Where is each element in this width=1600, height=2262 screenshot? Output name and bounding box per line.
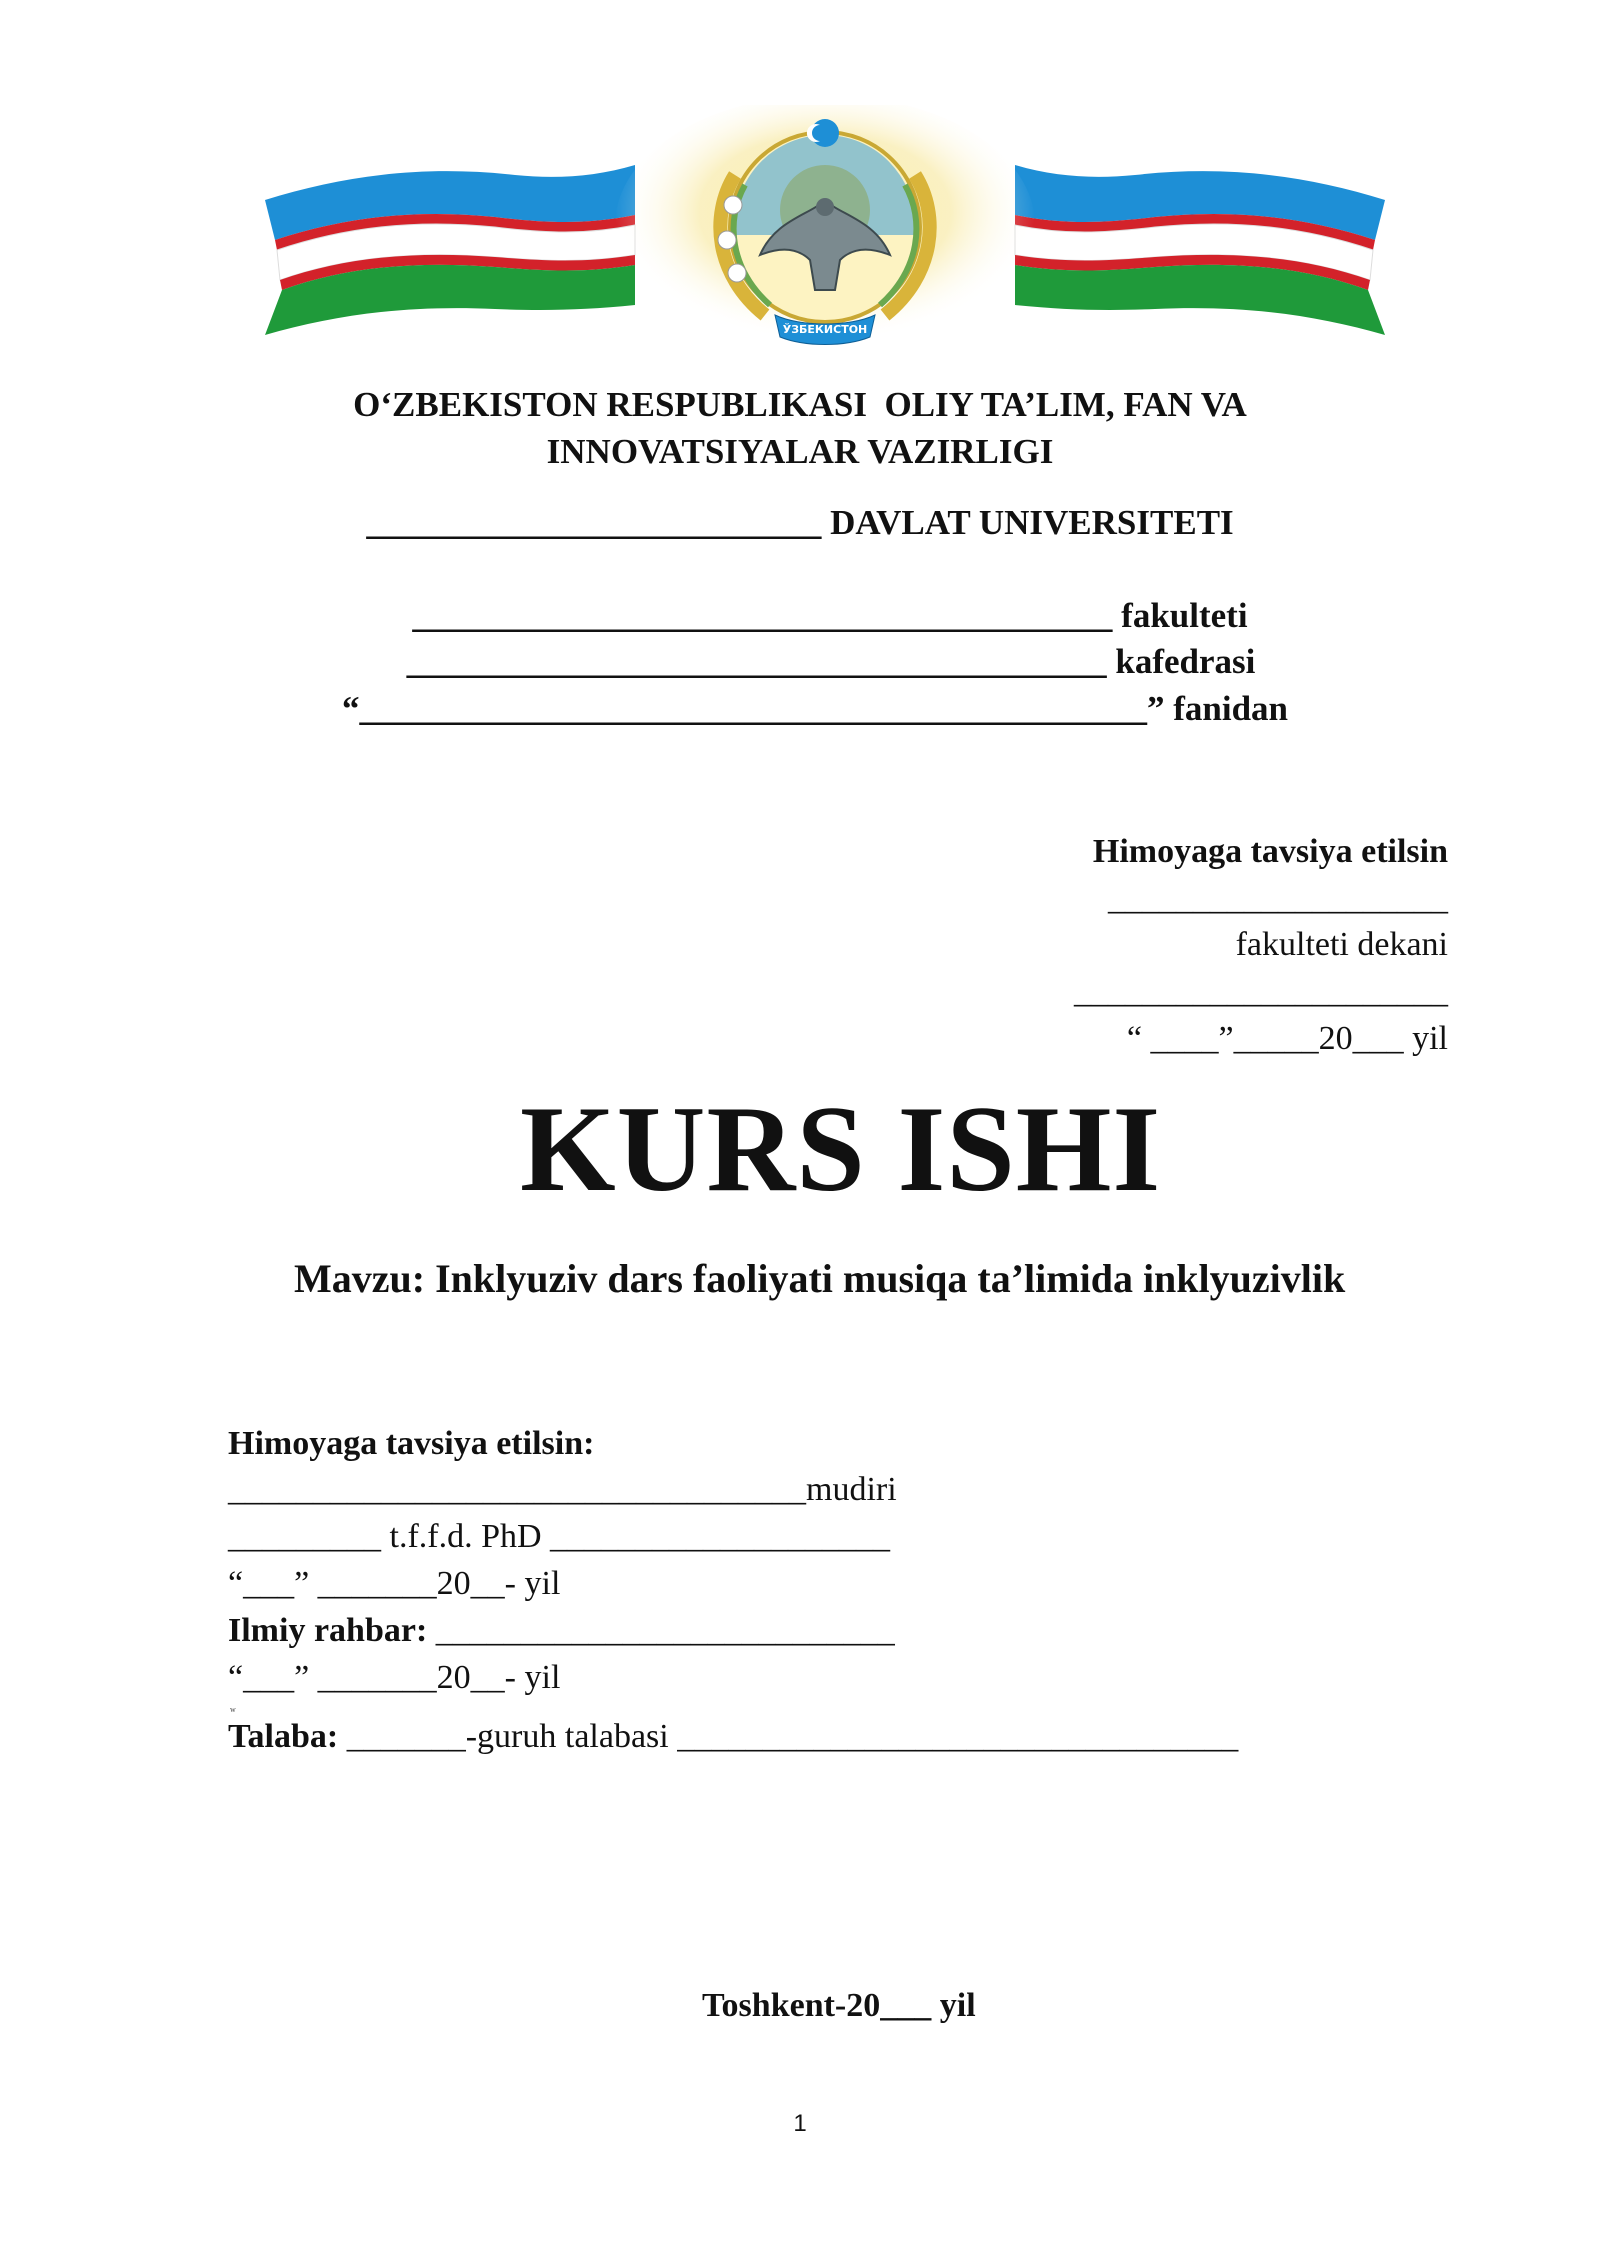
- date-line-1: “___” _______20__- yil: [228, 1565, 561, 1602]
- supervisor-line: [228, 1612, 895, 1650]
- head-of-department-line: __________________________________mudiri: [228, 1471, 897, 1508]
- university-line: __________________________ DAVLAT UNIVERSITETI: [366, 503, 1234, 542]
- approval-top-title: Himoyaga tavsiya etilsin: [1092, 833, 1448, 870]
- student-rest: _______-guruh talabasi _________________________________: [338, 1718, 1239, 1755]
- student-label: Talaba:: [228, 1718, 339, 1755]
- approval-bottom-title: Himoyaga tavsiya etilsin:: [228, 1425, 595, 1462]
- topic-line: Mavzu: Inklyuziv dars faoliyati musiqa ta’limida inklyuzivlik: [294, 1256, 1346, 1301]
- page-number: 1: [793, 2110, 807, 2137]
- approval-top-blank: ____________________: [1108, 880, 1448, 917]
- degree-line: _________ t.f.f.d. PhD ____________________: [228, 1518, 891, 1555]
- tiny-mark: w: [230, 1705, 236, 1714]
- left-flag-ribbon: [265, 165, 635, 335]
- supervisor-blank: ___________________________: [427, 1612, 895, 1649]
- approval-top-blank-2: ______________________: [1074, 973, 1448, 1010]
- department-line: ________________________________________ kafedrasi: [406, 642, 1256, 681]
- faculty-line: ________________________________________ fakulteti: [412, 596, 1248, 635]
- right-flag-ribbon: [1015, 165, 1385, 335]
- state-emblem: [615, 105, 1035, 355]
- ministry-line-1: O‘ZBEKISTON RESPUBLIKASI OLIY TA’LIM, FAN VA: [353, 385, 1247, 424]
- student-line: [228, 1718, 1238, 1756]
- dean-label: fakulteti dekani: [1235, 926, 1448, 963]
- uzbekistan-emblem-banner: [255, 105, 1395, 360]
- city-year: Toshkent-20___ yil: [702, 1987, 976, 2024]
- subject-line: “_____________________________________________” fanidan: [341, 689, 1289, 728]
- approval-top-date: “ ____”_____20___ yil: [1126, 1020, 1448, 1057]
- document-title: KURS ISHI: [520, 1080, 1162, 1217]
- date-line-2: “___” _______20__- yil: [228, 1659, 561, 1696]
- supervisor-label: Ilmiy rahbar:: [228, 1612, 428, 1649]
- ministry-line-2: INNOVATSIYALAR VAZIRLIGI: [546, 432, 1054, 471]
- svg-text:ЎЗБЕКИСТОН: ЎЗБЕКИСТОН: [782, 323, 868, 336]
